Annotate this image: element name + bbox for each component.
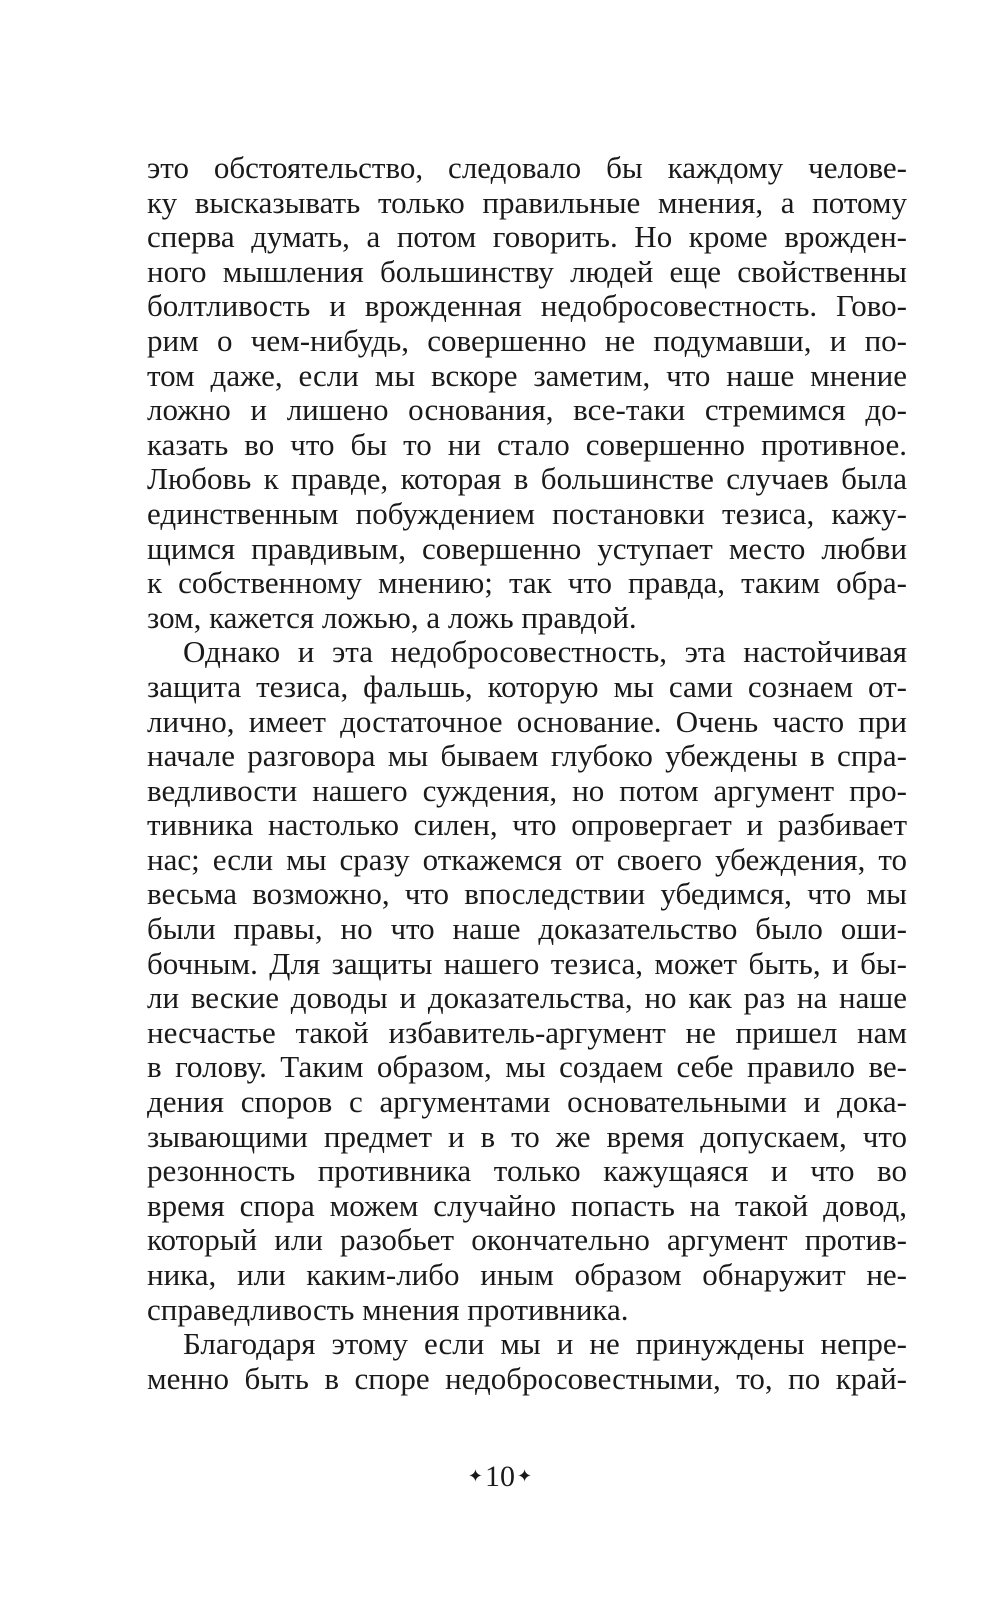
paragraph-1	[147, 151, 907, 635]
text-line: были правы, но что наше доказательство было оши-	[147, 911, 907, 947]
text-line: к собственному мнению; так что правда, таким обра-	[147, 565, 907, 601]
text-line: том даже, если мы вскоре заметим, что наше мнение	[147, 357, 907, 393]
text-line: бочным. Для защиты нашего тезиса, может быть, и бы-	[147, 945, 907, 981]
text-line: несчастье такой избавитель-аргумент не пришел нам	[147, 1014, 907, 1050]
text-line: казать во что бы то ни стало совершенно противное.	[147, 426, 907, 462]
text-line: справедливость мнения противника.	[147, 1291, 629, 1327]
text-line: защита тезиса, фальшь, которую мы сами сознаем от-	[147, 668, 907, 704]
text-line: весьма возможно, что впоследствии убедимся, что мы	[147, 876, 907, 912]
text-line: Однако и эта недобросовестность, эта настойчивая	[183, 634, 907, 670]
text-line: нас; если мы сразу откажемся от своего убеждения, то	[147, 841, 907, 877]
page-number-value: 10	[485, 1460, 515, 1493]
ornament-left-icon: ✦	[467, 1466, 483, 1487]
text-line: зом, кажется ложью, а ложь правдой.	[147, 599, 637, 635]
text-line: ли веские доводы и доказательства, но как раз на наше	[147, 980, 907, 1016]
paragraph-2	[147, 635, 907, 1327]
text-line: ника, или каким-либо иным образом обнаружит не-	[147, 1257, 907, 1292]
text-line: ного мышления большинству людей еще свойственны	[147, 253, 907, 289]
text-line: рим о чем-нибудь, совершенно не подумавши, и по-	[147, 322, 907, 358]
text-line: в голову. Таким образом, мы создаем себе правило ве-	[147, 1049, 907, 1085]
ornament-right-icon: ✦	[517, 1466, 533, 1487]
text-line: резонность противника только кажущаяся и что во	[147, 1153, 907, 1189]
text-line: щимся правдивым, совершенно уступает место любви	[147, 530, 907, 566]
text-line: ку высказывать только правильные мнения, а потому	[147, 184, 907, 220]
text-line: зывающими предмет и в то же время допускаем, что	[147, 1118, 907, 1154]
text-line: начале разговора мы бываем глубоко убеждены в спра-	[147, 738, 907, 774]
text-line: Благодаря этому если мы и не принуждены непре-	[183, 1326, 907, 1362]
text-line: болтливость и врожденная недобросовестность. Гово-	[147, 288, 907, 324]
text-line: сперва думать, а потом говорить. Но кроме врожден-	[147, 219, 907, 255]
text-line: лично, имеет достаточное основание. Очень часто при	[147, 703, 907, 739]
text-line: ложно и лишено основания, все-таки стремимся до-	[147, 392, 907, 428]
text-line: это обстоятельство, следовало бы каждому челове-	[147, 150, 907, 185]
page-text	[147, 151, 907, 1396]
text-line: который или разобьет окончательно аргумент против-	[147, 1222, 907, 1258]
text-line: ведливости нашего суждения, но потом аргумент про-	[147, 772, 907, 808]
text-line: время спора можем случайно попасть на такой довод,	[147, 1187, 907, 1223]
paragraph-3	[147, 1327, 907, 1396]
page-number	[0, 1460, 1000, 1494]
text-line: менно быть в споре недобросовестными, то, по край-	[147, 1360, 907, 1396]
text-line: тивника настолько силен, что опровергает и разбивает	[147, 807, 907, 843]
text-line: Любовь к правде, которая в большинстве случаев была	[147, 461, 907, 497]
text-line: дения споров с аргументами основательными и дока-	[147, 1084, 907, 1120]
text-line: единственным побуждением постановки тезиса, кажу-	[147, 495, 907, 531]
